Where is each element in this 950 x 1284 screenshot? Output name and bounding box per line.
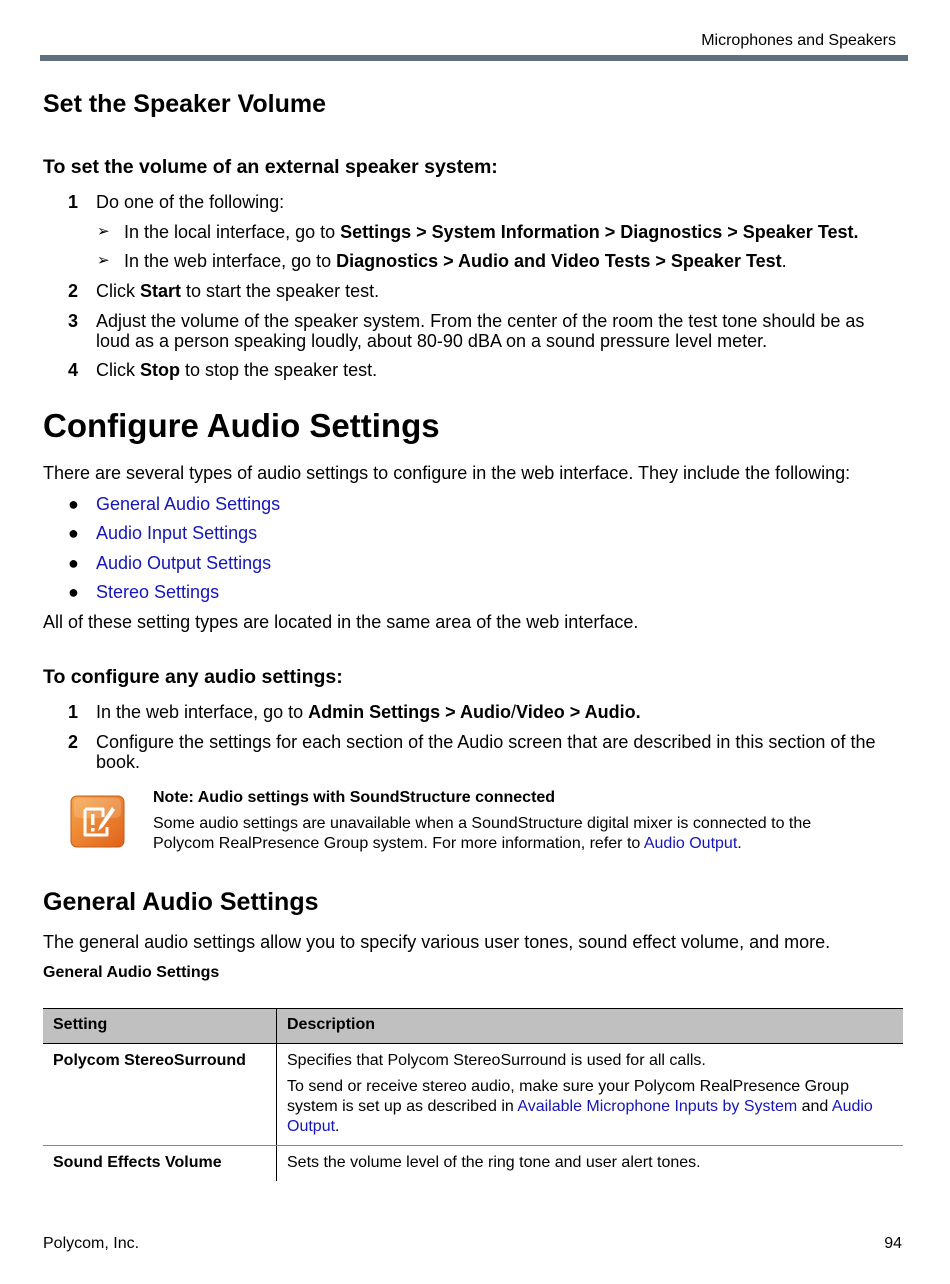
heading-speaker-volume: Set the Speaker Volume bbox=[43, 90, 326, 118]
bullet-icon: ● bbox=[68, 582, 79, 602]
heading-configure-audio: Configure Audio Settings bbox=[43, 407, 440, 444]
note-icon bbox=[70, 795, 125, 848]
step-number: 2 bbox=[68, 281, 79, 301]
sub-step-text: In the web interface, go to Diagnostics > Audio and Video Tests > Speaker Test. bbox=[124, 251, 787, 271]
heading-general-audio: General Audio Settings bbox=[43, 888, 319, 916]
step-number: 2 bbox=[68, 732, 79, 752]
general-audio-intro: The general audio settings allow you to specify various user tones, sound effect volume, and more. bbox=[43, 932, 831, 952]
setting-name: Polycom StereoSurround bbox=[43, 1044, 277, 1146]
procedure-title-configure: To configure any audio settings: bbox=[43, 666, 343, 688]
link-audio-output[interactable]: Audio Output bbox=[287, 1098, 873, 1135]
column-header-setting: Setting bbox=[43, 1009, 277, 1044]
arrow-bullet-icon: ➢ bbox=[97, 252, 110, 269]
link-audio-output-settings[interactable]: Audio Output Settings bbox=[96, 553, 272, 573]
step-number: 3 bbox=[68, 311, 79, 331]
settings-table bbox=[43, 1008, 903, 1181]
step-text: Do one of the following: bbox=[96, 192, 285, 212]
step-number: 1 bbox=[68, 702, 79, 722]
table-header-row bbox=[43, 1009, 903, 1044]
step-text: In the web interface, go to Admin Settings > Audio/Video > Audio. bbox=[96, 702, 641, 722]
running-header: Microphones and Speakers bbox=[701, 32, 896, 49]
step-text: Click Stop to stop the speaker test. bbox=[96, 360, 378, 380]
table-row bbox=[43, 1044, 903, 1146]
bullet-icon: ● bbox=[68, 494, 79, 514]
setting-description: Specifies that Polycom StereoSurround is used for all calls. To send or receive stereo audio, make sure your Polycom RealPresence Group system is set up as described in Available Microphone Inputs by System and Audio Output. bbox=[277, 1044, 904, 1146]
bullet-icon: ● bbox=[68, 553, 79, 573]
arrow-bullet-icon: ➢ bbox=[97, 223, 110, 240]
table-row bbox=[43, 1146, 903, 1182]
step-text: Adjust the volume of the speaker system. From the center of the room the test tone should be as loud as a person speaking loudly, about 80-90 dBA on a sound pressure level meter. bbox=[96, 311, 865, 351]
link-audio-output[interactable]: Audio Output bbox=[643, 835, 738, 852]
column-header-description: Description bbox=[277, 1009, 904, 1044]
link-available-microphone-inputs[interactable]: Available Microphone Inputs by System bbox=[517, 1098, 798, 1115]
step-text: Click Start to start the speaker test. bbox=[96, 281, 380, 301]
bullet-icon: ● bbox=[68, 523, 79, 543]
table-caption: General Audio Settings bbox=[43, 964, 220, 981]
step-number: 1 bbox=[68, 192, 79, 212]
step-number: 4 bbox=[68, 360, 79, 380]
note-title: Note: Audio settings with SoundStructure connected bbox=[153, 789, 556, 806]
configure-after: All of these setting types are located in the same area of the web interface. bbox=[43, 612, 639, 632]
header-rule bbox=[40, 55, 908, 61]
procedure-title-speaker: To set the volume of an external speaker system: bbox=[43, 156, 498, 178]
page-number: 94 bbox=[884, 1235, 902, 1252]
link-audio-input-settings[interactable]: Audio Input Settings bbox=[96, 523, 258, 543]
step-text: Configure the settings for each section of the Audio screen that are described in this section of the book. bbox=[96, 732, 876, 772]
link-general-audio-settings[interactable]: General Audio Settings bbox=[96, 494, 281, 514]
setting-name: Sound Effects Volume bbox=[43, 1146, 277, 1182]
configure-intro: There are several types of audio settings to configure in the web interface. They include the following: bbox=[43, 463, 851, 483]
link-stereo-settings[interactable]: Stereo Settings bbox=[96, 582, 220, 602]
sub-step-text: In the local interface, go to Settings > System Information > Diagnostics > Speaker Test. bbox=[124, 222, 859, 242]
footer-company: Polycom, Inc. bbox=[43, 1235, 140, 1252]
setting-description: Sets the volume level of the ring tone and user alert tones. bbox=[287, 1154, 701, 1171]
note-body: Some audio settings are unavailable when a SoundStructure digital mixer is connected to the Polycom RealPresence Group system. For more information, refer to Audio Output. bbox=[153, 815, 812, 852]
